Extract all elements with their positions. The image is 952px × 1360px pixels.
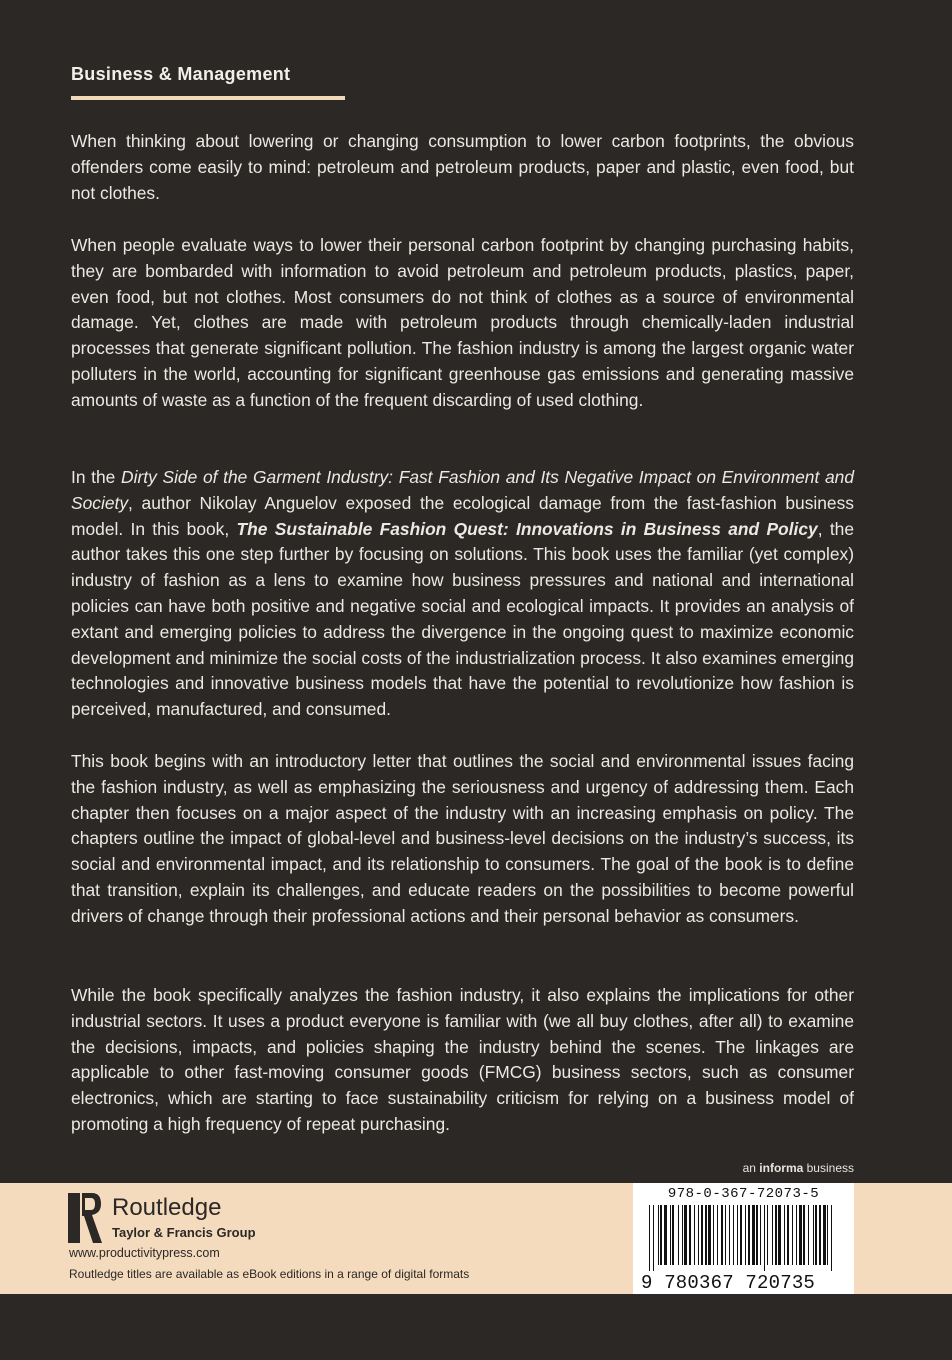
paragraph-2: When people evaluate ways to lower their personal carbon footprint by changing purchasing habits, they are bombarded with information to avoid petroleum and petroleum products, plastics, paper, even food, but not clothes. Most consumers do not think of clothes as a source of environmental damage. Yet, clothes are made with petroleum products through chemically-laden industrial processes that generate significant pollution. The fashion industry is among the largest organic water polluters in the world, accounting for significant greenhouse gas emissions and generating massive amounts of waste as a function of the frequent discarding of used clothing. [71, 235, 854, 410]
category-label: Business & Management [71, 64, 291, 84]
isbn-number: 978-0-367-72073-5 [667, 1186, 820, 1202]
publisher-url: www.productivitypress.com [69, 1246, 220, 1260]
publisher-name: Routledge [112, 1194, 222, 1221]
informa-tagline: an informa business [742, 1161, 854, 1175]
category-underline [71, 96, 345, 100]
paragraph-3-middle: , author Nikolay Anguelov exposed the ecological damage from the fast-fashion business model. In this book, [71, 492, 854, 539]
paragraph-3 [71, 465, 854, 723]
book-title: The Sustainable Fashion Quest: Innovations in Business and Policy [236, 518, 818, 539]
paragraph-1: When thinking about lowering or changing consumption to lower carbon footprints, the obvious offenders come easily to mind: petroleum and petroleum products, paper and plastic, even food, but not clothes. [71, 131, 854, 203]
paragraph-5: While the book specifically analyzes the fashion industry, it also explains the implications for other industrial sectors. It uses a product everyone is familiar with (we all buy clothes, after all) to examine the decisions, impacts, and policies shaping the industry behind the scenes. The linkages are applicable to other fast-moving consumer goods (FMCG) business sectors, such as consumer electronics, which are starting to face sustainability criticism for relying on a business model of promoting a high frequency of repeat purchasing. [71, 985, 854, 1134]
barcode-icon [645, 1205, 843, 1271]
paragraph-4: This book begins with an introductory letter that outlines the social and environmental issues facing the fashion industry, as well as emphasizing the seriousness and urgency of addressing them. Each chapter then focuses on a major aspect of the industry with an increasing emphasis on policy. The chapters outline the impact of global-level and business-level decisions on the industry’s success, its social and environmental impact, and its relationship to consumers. The goal of the book is to define that transition, explain its challenges, and educate readers on the possibilities to become powerful drivers of change through their professional actions and their personal behavior as consumers. [71, 751, 854, 926]
isbn-barcode [633, 1183, 854, 1294]
informa-brand: informa [759, 1161, 804, 1175]
ebook-note: Routledge titles are available as eBook editions in a range of digital formats [69, 1267, 470, 1281]
isbn-digits: 9 780367 720735 [641, 1272, 816, 1294]
paragraph-3-rest: , the author takes this one step further by focusing on solutions. This book uses the familiar (yet complex) industry of fashion as a lens to examine how business pressures and national and international policies can have both positive and negative social and ecological impacts. It provides an analysis of extant and emerging policies to address the divergence in the ongoing quest to maximize economic development and minimize the social costs of the industrialization process. It also examines emerging technologies and innovative business models that have the potential to revolutionize how fashion is perceived, manufactured, and consumed. [71, 518, 855, 720]
routledge-logo-icon [68, 1193, 102, 1243]
previous-book-title: Dirty Side of the Garment Industry: Fast Fashion and Its Negative Impact on Environment and Society [71, 467, 855, 513]
paragraph-3-intro: In the [71, 467, 122, 487]
publisher-group: Taylor & Francis Group [112, 1225, 256, 1240]
